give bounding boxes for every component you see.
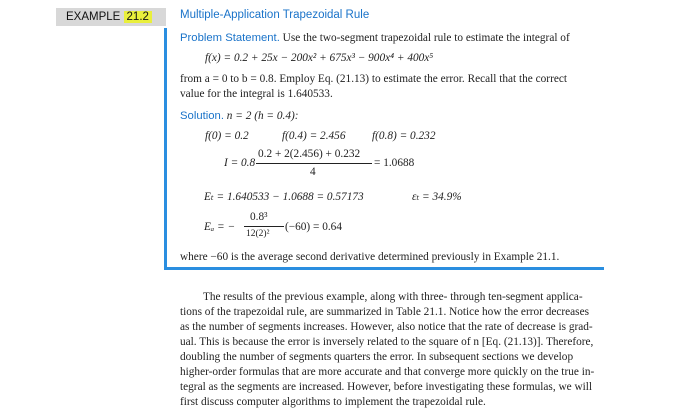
function-definition: f(x) = 0.2 + 25x − 200x² + 675x³ − 900x⁴ + 400x⁵: [205, 52, 434, 64]
problem-text-1: Use the two-segment trapezoidal rule to estimate the integral of: [282, 32, 570, 44]
example-word: EXAMPLE: [66, 11, 121, 23]
paragraph-line: as the number of segments increases. However, also notice that the rate of decrease is grad-: [180, 321, 593, 333]
paragraph-line: The results of the previous example, along with three- through ten-segment applica-: [203, 291, 583, 303]
paragraph-line: tegral as the segments are increased. However, before investigating these formulas, we will: [180, 381, 593, 393]
approx-error-denominator: 12(2)²: [246, 229, 270, 239]
solution-line: [180, 110, 299, 122]
approx-error-lhs: Eₐ = −: [204, 221, 236, 233]
problem-line-1: [180, 32, 570, 44]
paragraph-line: ual. This is because the error is inversely related to the square of n [Eq. (21.13)]. Therefore,: [180, 336, 594, 348]
approx-error-fraction-bar: [244, 226, 284, 227]
paragraph-line: higher-order formulas that are more accurate and that converge more quickly on the true in-: [180, 366, 595, 378]
example-number: 21.2: [124, 11, 152, 23]
example-title: Multiple-Application Trapezoidal Rule: [180, 9, 370, 21]
integral-fraction-bar: [256, 163, 372, 164]
paragraph-line: tions of the trapezoidal rule, are summarized in Table 21.1. Notice how the error decreases: [180, 306, 589, 318]
integral-lhs: I = 0.8: [224, 157, 256, 169]
example-box: [164, 28, 604, 270]
n-h-line: n = 2 (h = 0.4):: [226, 110, 299, 122]
solution-heading: Solution.: [180, 110, 224, 122]
f-at-0.8: f(0.8) = 0.232: [372, 130, 436, 142]
f-at-0: f(0) = 0.2: [205, 130, 249, 142]
true-error: Eₜ = 1.640533 − 1.0688 = 0.57173: [204, 191, 364, 203]
f-at-0.4: f(0.4) = 2.456: [282, 130, 346, 142]
integral-numerator: 0.2 + 2(2.456) + 0.232: [258, 148, 361, 160]
relative-error: εₜ = 34.9%: [412, 191, 462, 203]
paragraph-line: first discuss computer algorithms to implement the trapezoidal rule.: [180, 396, 486, 408]
example-label: [56, 8, 166, 26]
problem-text-2: from a = 0 to b = 0.8. Employ Eq. (21.13) to estimate the error. Recall that the correct: [180, 73, 567, 85]
problem-heading: Problem Statement.: [180, 32, 280, 44]
integral-result: = 1.0688: [374, 157, 415, 169]
where-note: where −60 is the average second derivative determined previously in Example 21.1.: [180, 251, 560, 263]
approx-error-numerator: 0.8³: [250, 211, 268, 223]
integral-denominator: 4: [310, 166, 316, 178]
problem-text-3: value for the integral is 1.640533.: [180, 88, 333, 100]
paragraph-line: doubling the number of segments quarters the error. In subsequent sections we develop: [180, 351, 574, 363]
approx-error-result: (−60) = 0.64: [285, 221, 342, 233]
